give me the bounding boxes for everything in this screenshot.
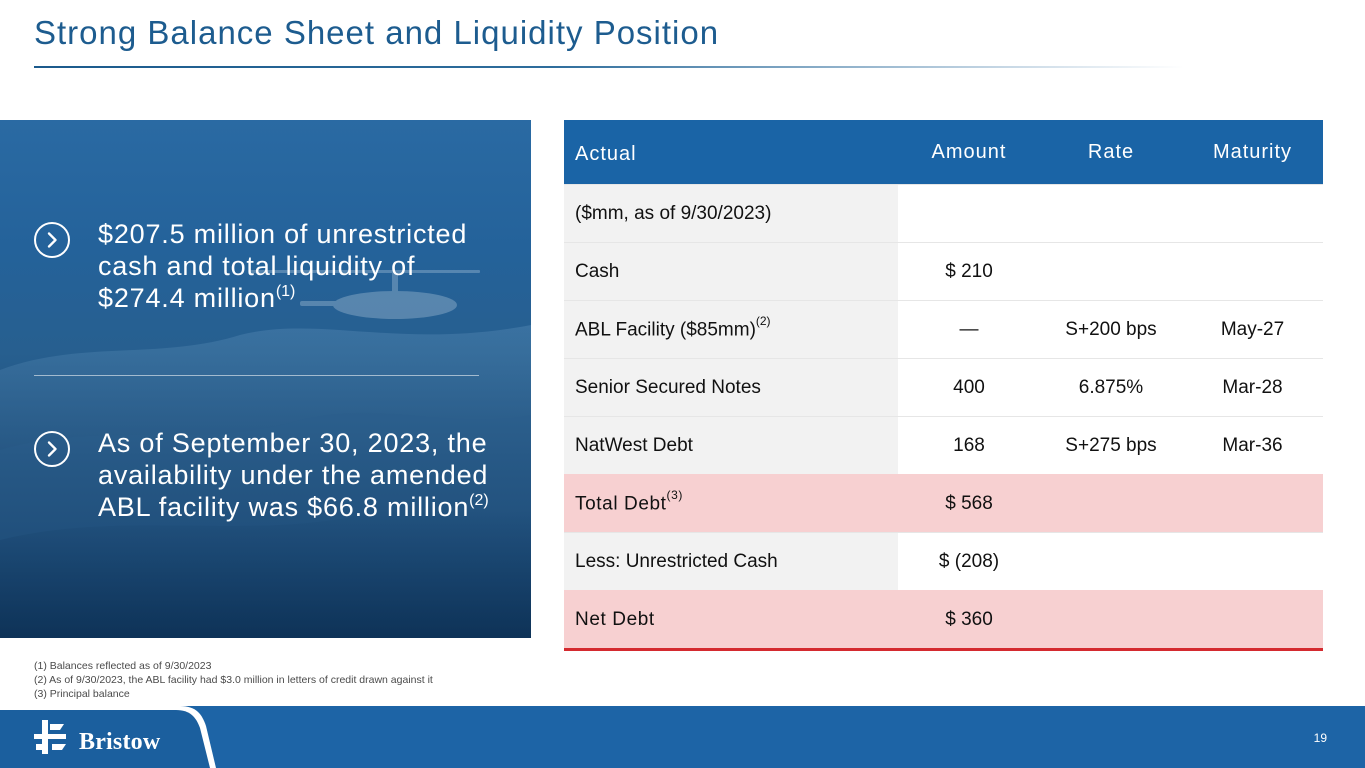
header-amount: Amount (898, 120, 1040, 185)
row-maturity (1182, 591, 1323, 650)
row-maturity: May-27 (1182, 301, 1323, 359)
helicopter-landscape-background (0, 120, 531, 638)
chevron-right-circle-icon (34, 431, 70, 467)
table-row-net-debt (564, 591, 1323, 650)
highlights-panel (0, 120, 531, 638)
row-label: ABL Facility ($85mm)$^{(2)}$ (564, 301, 898, 359)
table-row (564, 243, 1323, 301)
row-amount (898, 185, 1040, 243)
page-number: 19 (1313, 731, 1327, 745)
row-rate: S+275 bps (1040, 417, 1182, 475)
row-maturity (1182, 243, 1323, 301)
title-underline (34, 66, 1184, 68)
row-amount: 168 (898, 417, 1040, 475)
row-rate (1040, 591, 1182, 650)
table-row-total-debt (564, 475, 1323, 533)
row-amount: $ 568 (898, 475, 1040, 533)
footer-bar (0, 706, 1365, 768)
table-header-row (564, 120, 1323, 185)
row-amount: $ 210 (898, 243, 1040, 301)
row-amount: 400 (898, 359, 1040, 417)
row-rate (1040, 533, 1182, 591)
brand-name: Bristow (79, 729, 161, 755)
row-rate (1040, 243, 1182, 301)
row-label: ($mm, as of 9/30/2023) (564, 185, 898, 243)
row-amount: — (898, 301, 1040, 359)
footnotes (34, 659, 433, 701)
table-row (564, 417, 1323, 475)
row-label: NatWest Debt (564, 417, 898, 475)
highlights-divider (34, 375, 479, 376)
row-amount: $ (208) (898, 533, 1040, 591)
row-rate: 6.875% (1040, 359, 1182, 417)
table-row (564, 359, 1323, 417)
row-maturity: Mar-28 (1182, 359, 1323, 417)
footnote-1: (1) Balances reflected as of 9/30/2023 (34, 660, 212, 672)
row-rate: S+200 bps (1040, 301, 1182, 359)
highlight-abl-availability (34, 427, 498, 523)
row-label: Net Debt (564, 591, 898, 650)
header-rate: Rate (1040, 120, 1182, 185)
highlight-text: As of September 30, 2023, the availability under the amended ABL facility was $66.8 million$^{(2)}$ (98, 428, 489, 522)
footnote-3: (3) Principal balance (34, 688, 130, 700)
row-rate (1040, 185, 1182, 243)
row-label: Senior Secured Notes (564, 359, 898, 417)
row-label: Less: Unrestricted Cash (564, 533, 898, 591)
header-actual: Actual (564, 120, 898, 185)
row-rate (1040, 475, 1182, 533)
footnote-2: (2) As of 9/30/2023, the ABL facility had $3.0 million in letters of credit drawn against it (34, 674, 433, 686)
row-maturity (1182, 185, 1323, 243)
header-maturity: Maturity (1182, 120, 1323, 185)
row-label: Total Debt$^{(3)}$ (564, 475, 898, 533)
row-label: Cash (564, 243, 898, 301)
table-row (564, 301, 1323, 359)
chevron-right-circle-icon (34, 222, 70, 258)
debt-table (564, 120, 1323, 651)
highlight-liquidity (34, 218, 498, 314)
table-row (564, 533, 1323, 591)
table-row (564, 185, 1323, 243)
row-maturity (1182, 475, 1323, 533)
highlight-text: $207.5 million of unrestricted cash and total liquidity of $274.4 million$^{(1)}$ (98, 219, 468, 313)
row-amount: $ 360 (898, 591, 1040, 650)
slide-title: Strong Balance Sheet and Liquidity Position (34, 14, 720, 51)
row-maturity: Mar-36 (1182, 417, 1323, 475)
row-maturity (1182, 533, 1323, 591)
